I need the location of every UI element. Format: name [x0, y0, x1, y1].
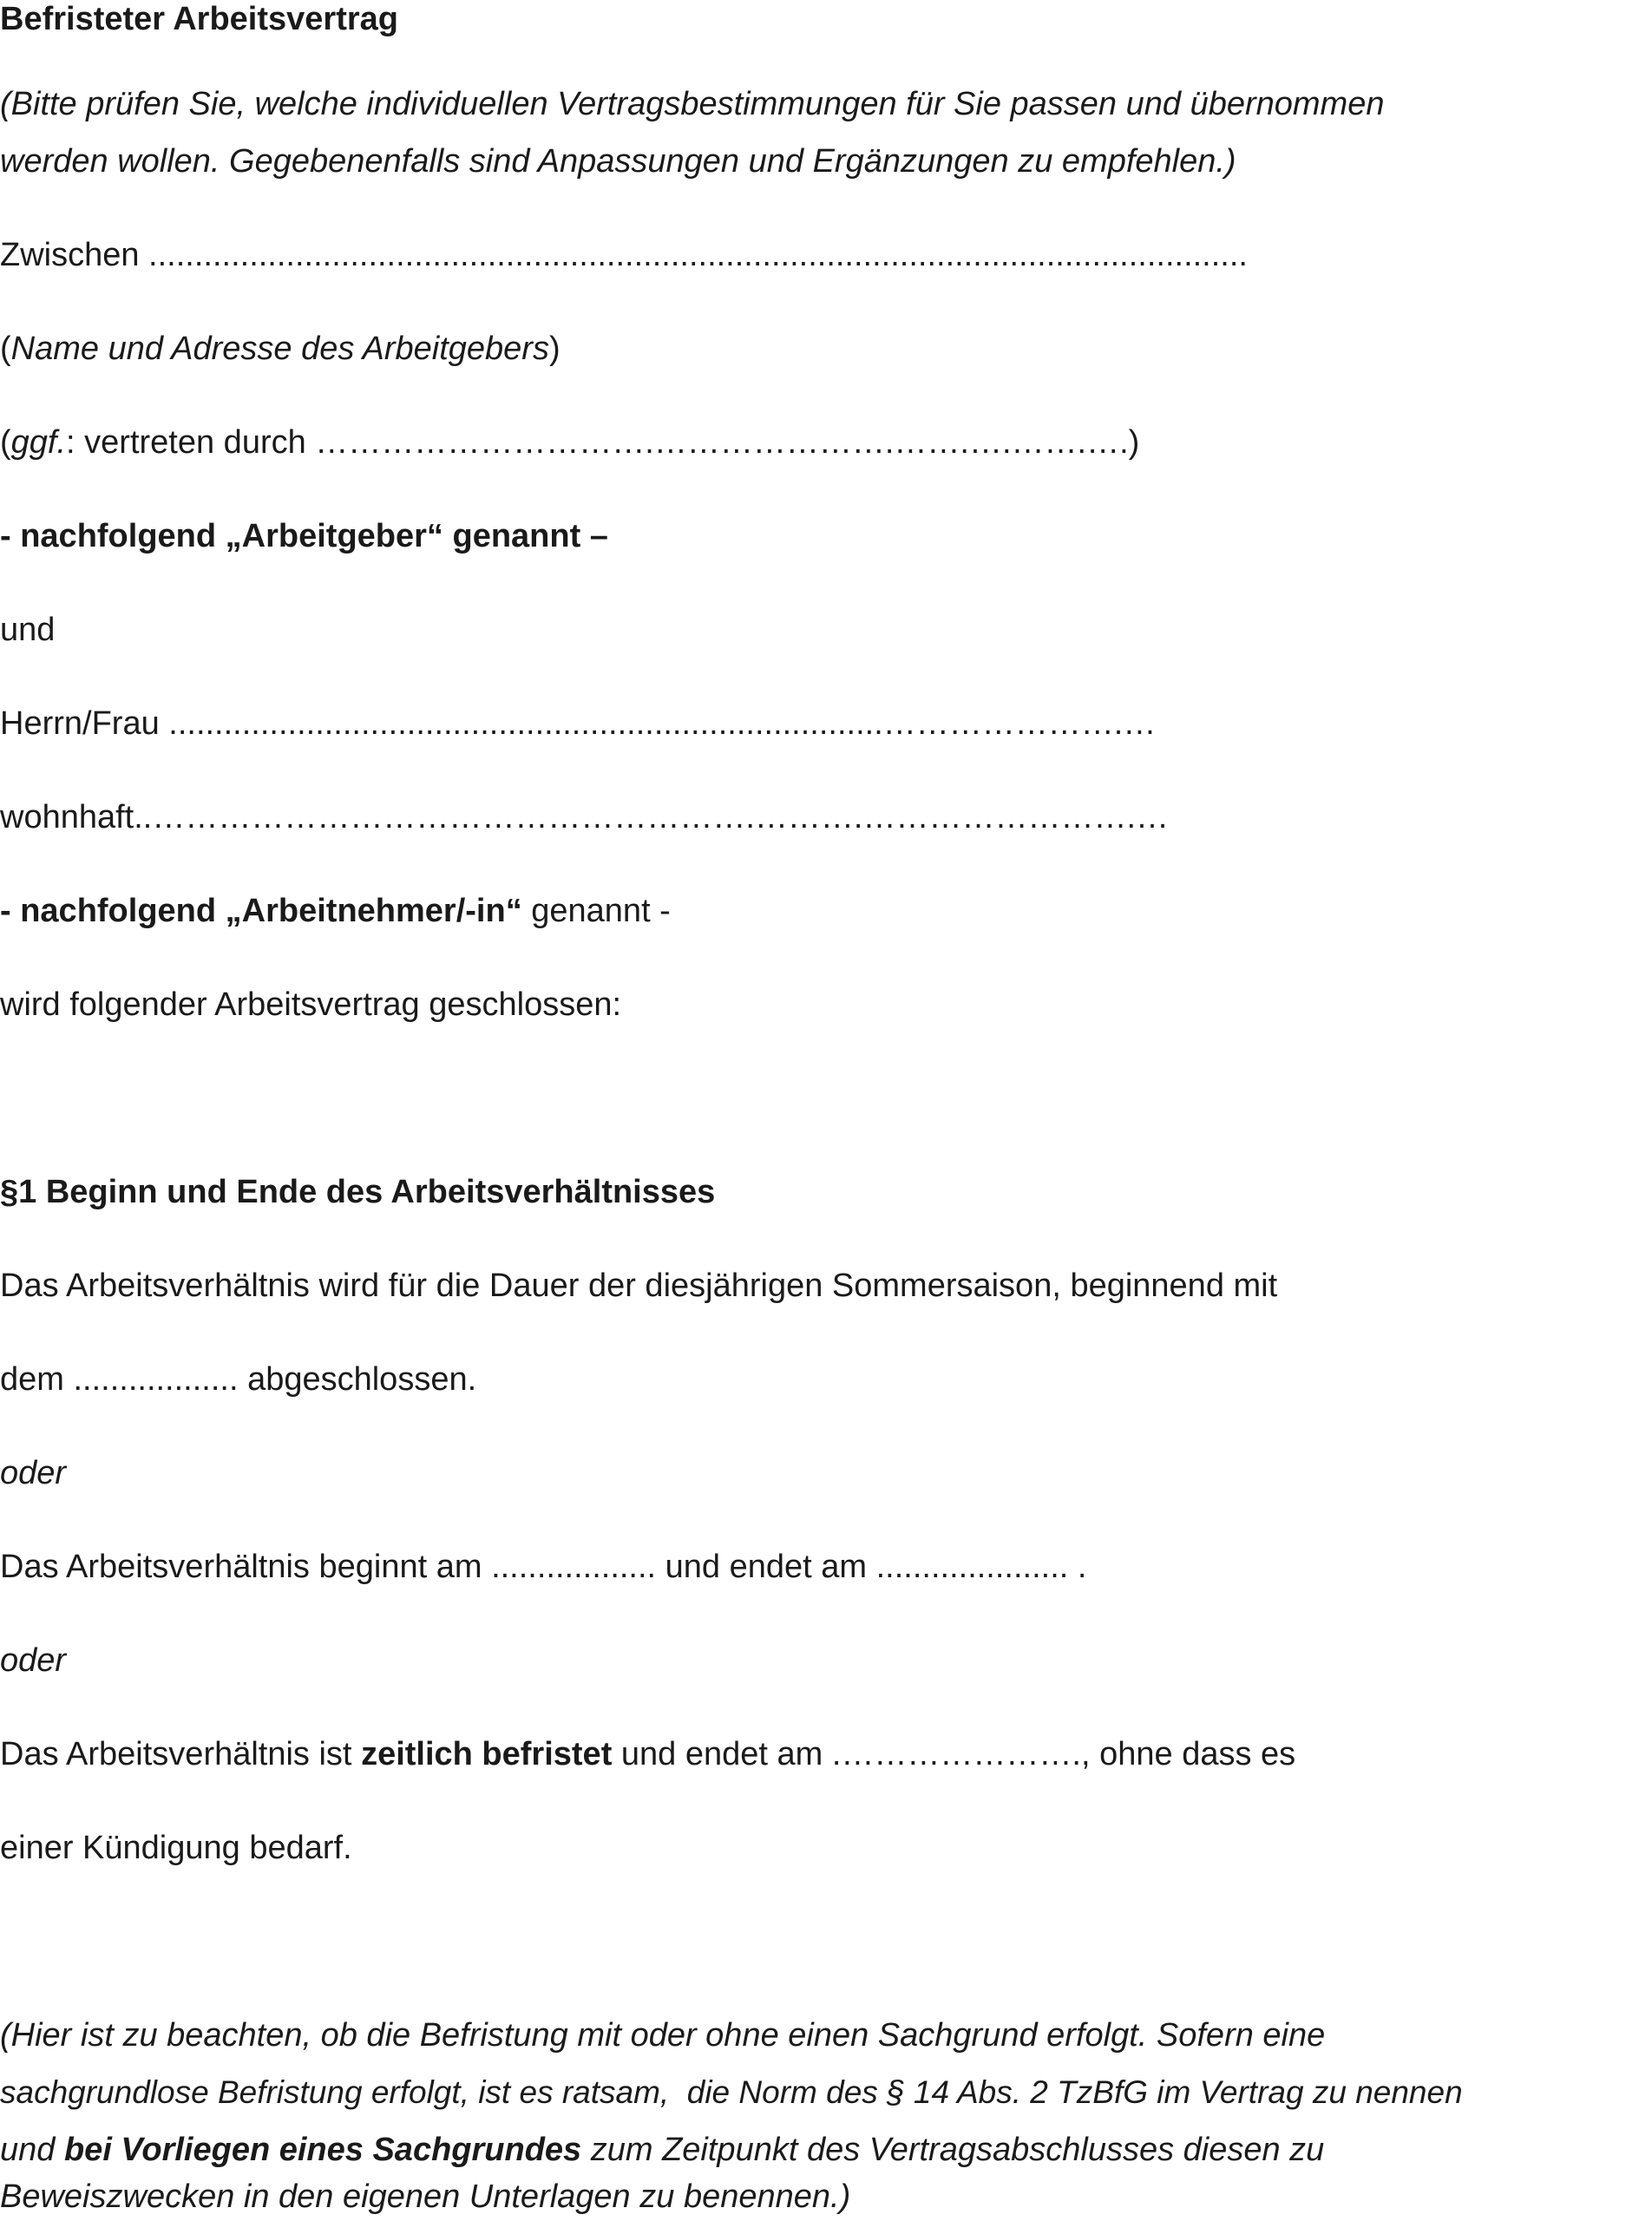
section-1-or-2: oder	[0, 1642, 67, 1679]
closing-note-bold: bei Vorliegen eines Sachgrundes	[63, 2132, 582, 2168]
represented-open: (	[0, 424, 11, 461]
closing-note-line-3	[0, 2131, 1324, 2171]
and-line: und	[0, 612, 56, 648]
closing-note-line-1: (Hier ist zu beachten, ob die Befristung mit oder ohne einen Sachgrund erfolgt. Sofern eine	[0, 2017, 1326, 2054]
represented-ggf: ggf.	[10, 424, 67, 461]
employee-designation	[0, 892, 671, 932]
option-3-text-a: Das Arbeitsverhältnis ist	[0, 1736, 362, 1772]
closing-note-text-a: und	[0, 2132, 64, 2168]
option-3-bold: zeitlich befristet	[361, 1736, 613, 1772]
section-1-option-2: Das Arbeitsverhältnis beginnt am .................. und endet am ..................... .	[0, 1549, 1087, 1585]
employee-designation-bold: - nachfolgend „Arbeitnehmer/-in“	[0, 893, 522, 929]
section-1-heading: §1 Beginn und Ende des Arbeitsverhältnisses	[0, 1174, 716, 1210]
concluded-line: wird folgender Arbeitsvertrag geschlossen:	[0, 986, 622, 1023]
employer-represented-line	[0, 423, 1139, 463]
section-1-option-1-line-2: dem .................. abgeschlossen.	[0, 1361, 477, 1398]
section-1-option-1-line-1: Das Arbeitsverhältnis wird für die Dauer der diesjährigen Sommersaison, beginnend mit	[0, 1268, 1278, 1304]
employee-designation-rest: genannt -	[521, 893, 671, 929]
employer-name-hint-text: Name und Adresse des Arbeitgebers	[10, 331, 549, 367]
employee-residence-line: wohnhaft..……………………………………………….……….…………………….…	[0, 799, 1170, 835]
closing-note-text-b: zum Zeitpunkt des Vertragsabschlusses diesen zu	[581, 2132, 1325, 2168]
employer-name-hint-open: (	[0, 331, 11, 367]
closing-note-line-2: sachgrundlose Befristung erfolgt, ist es ratsam, die Norm des § 14 Abs. 2 TzBfG im Vertrag zu nennen	[0, 2074, 1463, 2110]
intro-note-line-2: werden wollen. Gegebenenfalls sind Anpassungen und Ergänzungen zu empfehlen.)	[0, 143, 1236, 180]
intro-note-line-1: (Bitte prüfen Sie, welche individuellen Vertragsbestimmungen für Sie passen und übernommen	[0, 86, 1385, 122]
employee-name-line: Herrn/Frau ..............................................................................………………….…	[0, 705, 1157, 742]
employer-designation: - nachfolgend „Arbeitgeber“ genannt –	[0, 518, 608, 554]
represented-rest: : vertreten durch ………………………….………………….…….….…….….)	[66, 424, 1140, 461]
employer-between-line: Zwischen ........................................................................................................................	[0, 237, 1248, 273]
section-1-option-3-line-1	[0, 1735, 1295, 1775]
option-3-text-b: und endet am .…………………., ohne dass es	[612, 1736, 1296, 1772]
closing-note-line-4: Beweiszwecken in den eigenen Unterlagen zu benennen.)	[0, 2178, 851, 2215]
employer-name-hint	[0, 330, 560, 370]
section-1-option-3-line-2: einer Kündigung bedarf.	[0, 1830, 352, 1866]
document-title: Befristeter Arbeitsvertrag	[0, 1, 398, 37]
employer-name-hint-close: )	[548, 331, 560, 367]
section-1-or-1: oder	[0, 1455, 67, 1491]
